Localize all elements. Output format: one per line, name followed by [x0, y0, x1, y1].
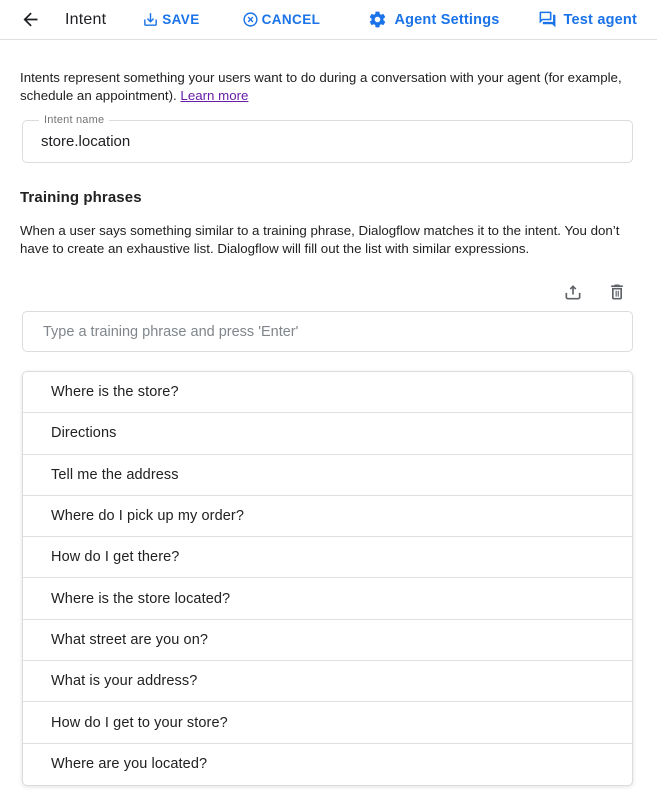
- intent-description-text: Intents represent something your users want to do during a conversation with your agent (for example, schedule an appointment).: [20, 70, 622, 103]
- save-icon: [142, 11, 159, 28]
- training-phrase-row[interactable]: [23, 413, 632, 454]
- training-phrase-text: How do I get there?: [51, 549, 180, 566]
- training-phrase-input[interactable]: [23, 324, 632, 340]
- agent-settings-button[interactable]: [368, 10, 499, 29]
- training-phrase-text: What is your address?: [51, 673, 198, 690]
- training-phrase-text: How do I get to your store?: [51, 714, 228, 731]
- save-button-label: SAVE: [162, 12, 200, 27]
- toolbar: [0, 0, 657, 40]
- training-phrase-row[interactable]: [23, 578, 632, 619]
- training-phrase-row[interactable]: [23, 496, 632, 537]
- training-phrase-text: Where is the store?: [51, 384, 179, 401]
- delete-button[interactable]: [607, 282, 627, 302]
- training-phrase-row[interactable]: [23, 620, 632, 661]
- training-phrase-text: Where are you located?: [51, 756, 208, 773]
- cancel-icon: [242, 11, 259, 28]
- trash-icon: [607, 282, 627, 302]
- cancel-button[interactable]: [242, 11, 321, 28]
- intent-name-label: Intent name: [39, 114, 109, 126]
- agent-settings-label: Agent Settings: [394, 11, 500, 28]
- toolbar-right-group: [368, 10, 637, 29]
- training-phrase-input-wrap: [22, 311, 633, 352]
- upload-icon: [563, 282, 583, 302]
- intent-name-field: [22, 114, 633, 163]
- chat-forum-icon: [538, 10, 557, 29]
- intent-name-input[interactable]: [23, 121, 632, 162]
- arrow-back-icon: [20, 9, 41, 30]
- training-phrase-text: Where is the store located?: [51, 590, 231, 607]
- save-button[interactable]: [142, 11, 199, 28]
- training-phrases-description: When a user says something similar to a training phrase, Dialogflow matches it to the intent. You don’t have to create an exhaustive list. Dialogflow will fill out the list with similar expressions.: [20, 223, 620, 256]
- phrase-actions: [30, 282, 627, 302]
- training-phrase-row[interactable]: [23, 744, 632, 785]
- gear-icon: [368, 10, 387, 29]
- training-phrase-row[interactable]: [23, 537, 632, 578]
- training-phrase-row[interactable]: [23, 702, 632, 743]
- test-agent-button[interactable]: [538, 10, 637, 29]
- learn-more-link[interactable]: Learn more: [180, 88, 249, 103]
- test-agent-label: Test agent: [563, 11, 637, 28]
- cancel-button-label: CANCEL: [261, 12, 321, 27]
- training-phrase-list: [22, 371, 633, 786]
- training-phrase-text: What street are you on?: [51, 631, 209, 648]
- training-phrase-row[interactable]: [23, 455, 632, 496]
- intent-description: [20, 69, 640, 105]
- back-button[interactable]: [20, 9, 41, 30]
- training-phrase-text: Where do I pick up my order?: [51, 508, 244, 525]
- training-phrase-row[interactable]: [23, 661, 632, 702]
- page-title: Intent: [65, 10, 107, 28]
- training-phrase-row[interactable]: [23, 372, 632, 413]
- training-phrase-text: Directions: [51, 425, 117, 442]
- training-phrase-text: Tell me the address: [51, 466, 179, 483]
- upload-button[interactable]: [563, 282, 583, 302]
- training-phrases-heading: Training phrases: [20, 189, 142, 206]
